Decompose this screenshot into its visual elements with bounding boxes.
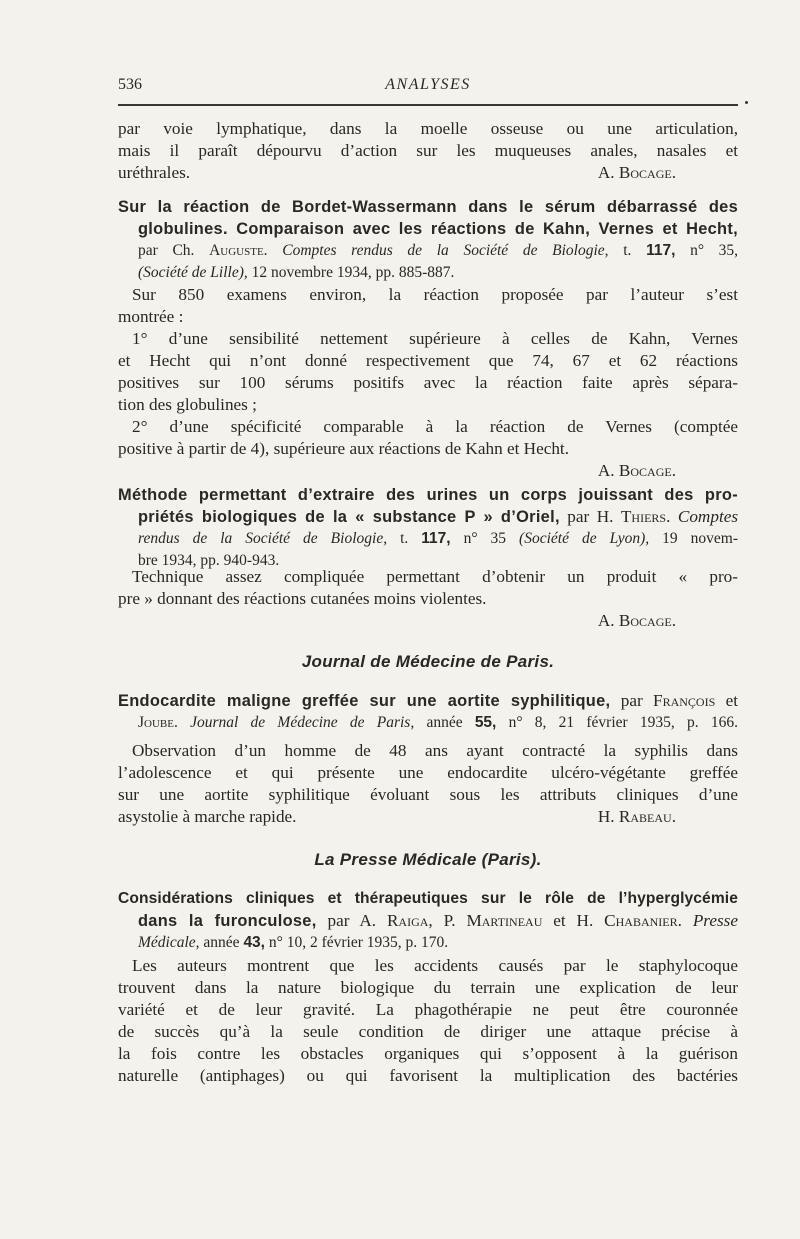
text-line: positive à partir de 4), supérieure aux réactions de Kahn et Hecht. [118,439,569,458]
text-line: trouvent dans la nature biologique du terrain une explication de leur [118,978,738,997]
article-body [118,955,738,1087]
text-line: variété et de leur gravité. La phagothérapie ne peut être couronnée [118,1000,738,1019]
article-substance-p [118,484,738,572]
text-line: l’adolescence et qui présente une endocardite ulcéro-végétante greffée [118,763,738,782]
article-reference: Joube. Journal de Médecine de Paris, année 55, n° 8, 21 février 1935, p. 166. [138,714,739,731]
article-title-line: Considérations cliniques et thérapeutiques sur le rôle de l’hyperglycémie [118,890,738,907]
author: Thiers. [620,507,671,526]
author: Martineau [466,911,543,930]
article-body [118,566,738,632]
article-reference: bre 1934, pp. 940-943. [138,552,280,569]
intro-paragraph [118,118,738,184]
article-title-line: priétés biologiques de la « substance P » d’Oriel, par H. Thiers. Comptes [138,507,739,526]
signature: A. Bocage. [597,163,676,182]
article-reference: (Société de Lille), 12 novembre 1934, pp. 885-887. [138,264,455,281]
article-reference: rendus de la Société de Biologie, t. 117, n° 35 (Société de Lyon), 19 novem- [138,530,739,547]
page-header [118,76,738,98]
text-line: mais il paraît dépourvu d’action sur les muqueuses anales, nasales et [118,141,738,160]
article-title-line: globulines. Comparaison avec les réactions de Kahn, Vernes et Hecht, [138,220,738,238]
text-line: naturelle (antiphages) ou qui favorisent la multiplication des bactéries [118,1066,738,1085]
signature: A. Bocage. [597,461,676,480]
author: Raiga, [386,911,433,930]
journal: Comptes rendus de la Société de Biologie, [282,242,609,259]
journal: Journal de Médecine de Paris, [190,714,415,731]
article-hyperglycemie [118,888,738,954]
text-line: uréthrales. [118,163,191,182]
text-line: asystolie à marche rapide. [118,807,297,826]
author: Auguste. [209,242,268,259]
article-title-line: Endocardite maligne greffée sur une aortite syphilitique, par François et [118,691,739,710]
text-line: Observation d’un homme de 48 ans ayant contracté la syphilis dans [132,741,738,760]
text-line: montrée : [118,307,184,326]
section-heading: La Presse Médicale (Paris). [314,850,542,869]
article-endocardite [118,690,738,734]
text-line: 2° d’une spécificité comparable à la réaction de Vernes (comptée [132,417,738,436]
text-line: Sur 850 examens environ, la réaction proposée par l’auteur s’est [132,285,738,304]
article-bordet-wassermann [118,196,738,284]
text-line: par voie lymphatique, dans la moelle osseuse ou une articulation, [118,119,738,138]
running-title: ANALYSES [385,76,471,93]
header-rule [118,104,738,106]
text-line: 1° d’une sensibilité nettement supérieure à celles de Kahn, Vernes [132,329,738,348]
text-line: et Hecht qui n’ont donné respectivement que 74, 67 et 62 réactions [118,351,738,370]
article-title-line: Méthode permettant d’extraire des urines un corps jouissant des pro- [118,486,738,504]
article-reference: par Ch. Auguste. Comptes rendus de la Société de Biologie, t. 117, n° 35, [138,242,739,259]
text-line: de succès qu’à la seule condition de diriger une attaque précise à [118,1022,738,1041]
text-line: sur une aortite syphilitique évoluant sous les attributs cliniques d’une [118,785,738,804]
signature: A. Bocage. [597,611,676,630]
article-title-line: dans la furonculose, par A. Raiga, P. Martineau et H. Chabanier. Presse [138,911,738,930]
signature: H. Rabeau. [597,807,676,826]
text-line: pre » donnant des réactions cutanées moins violentes. [118,589,487,608]
text-line: tion des globulines ; [118,395,257,414]
article-body [118,284,738,482]
section-heading: Journal de Médecine de Paris. [301,652,555,671]
text-line: Technique assez compliquée permettant d’obtenir un produit « pro- [132,567,738,586]
text-line: positives sur 100 sérums positifs avec la réaction faite après sépara- [118,373,738,392]
author: Joube. [138,714,178,731]
author: Chabanier. [604,911,682,930]
article-reference: Médicale, année 43, n° 10, 2 février 1935, p. 170. [138,934,449,951]
text-line: Les auteurs montrent que les accidents causés par le staphylocoque [132,956,738,975]
text-line: la fois contre les obstacles organiques qui s’opposent à la guérison [118,1044,738,1063]
article-body [118,740,738,828]
article-title-line: Sur la réaction de Bordet-Wassermann dans le sérum débarrassé des [118,198,738,216]
author: François [653,691,716,710]
header-rule-dot [745,101,748,104]
page-number: 536 [118,76,142,93]
